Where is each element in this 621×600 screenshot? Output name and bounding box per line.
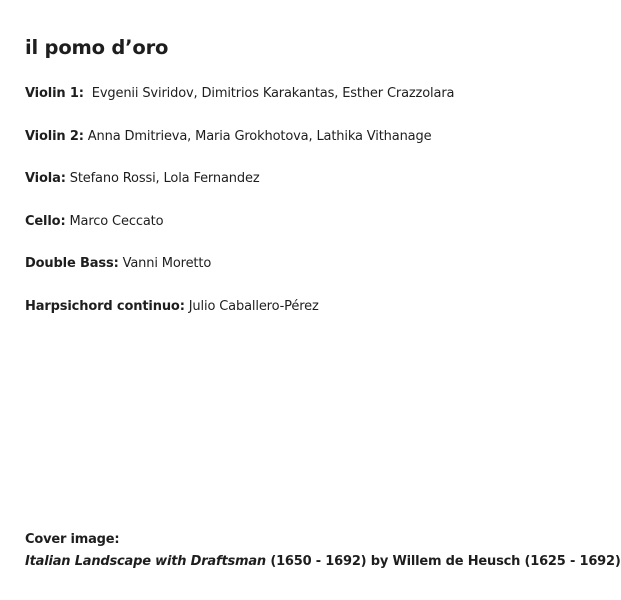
roster-line-double-bass (25, 254, 585, 274)
roster-line-viola (25, 169, 585, 189)
roster-line-harpsichord (25, 297, 585, 317)
roster-line-violin-2 (25, 127, 585, 147)
artwork-dates: (1650 - 1692) (270, 554, 367, 569)
ensemble-title: il pomo d’oro (25, 36, 169, 59)
musician-names: Stefano Rossi, Lola Fernandez (69, 171, 260, 187)
musician-names: Anna Dmitrieva, Maria Grokhotova, Lathika Vithanage (87, 128, 432, 144)
role-label: Viola: (25, 171, 66, 187)
artist-name: Willem de Heusch (392, 554, 521, 569)
cover-artwork-line (25, 551, 621, 573)
cover-label: Cover image: (25, 532, 120, 547)
by-word: by (370, 554, 389, 569)
musician-names: Vanni Moretto (122, 256, 212, 272)
artwork-title: Italian Landscape with Draftsman (25, 554, 266, 569)
musician-names: Evgenii Sviridov, Dimitrios Karakantas, Esther Crazzolara (91, 86, 455, 101)
musician-names: Julio Caballero-Pérez (188, 298, 319, 314)
cover-credit (25, 529, 621, 573)
role-label: Cello: (25, 213, 66, 229)
musician-roster (25, 84, 585, 340)
role-label: Violin 2: (25, 128, 84, 144)
roster-line-violin-1 (25, 84, 585, 104)
roster-line-cello (25, 212, 585, 232)
artist-dates: (1625 - 1692) (524, 554, 621, 569)
musician-names: Marco Ceccato (69, 213, 164, 229)
role-label: Violin 1: (25, 86, 84, 101)
role-label: Double Bass: (25, 256, 119, 272)
role-label: Harpsichord continuo: (25, 298, 185, 314)
